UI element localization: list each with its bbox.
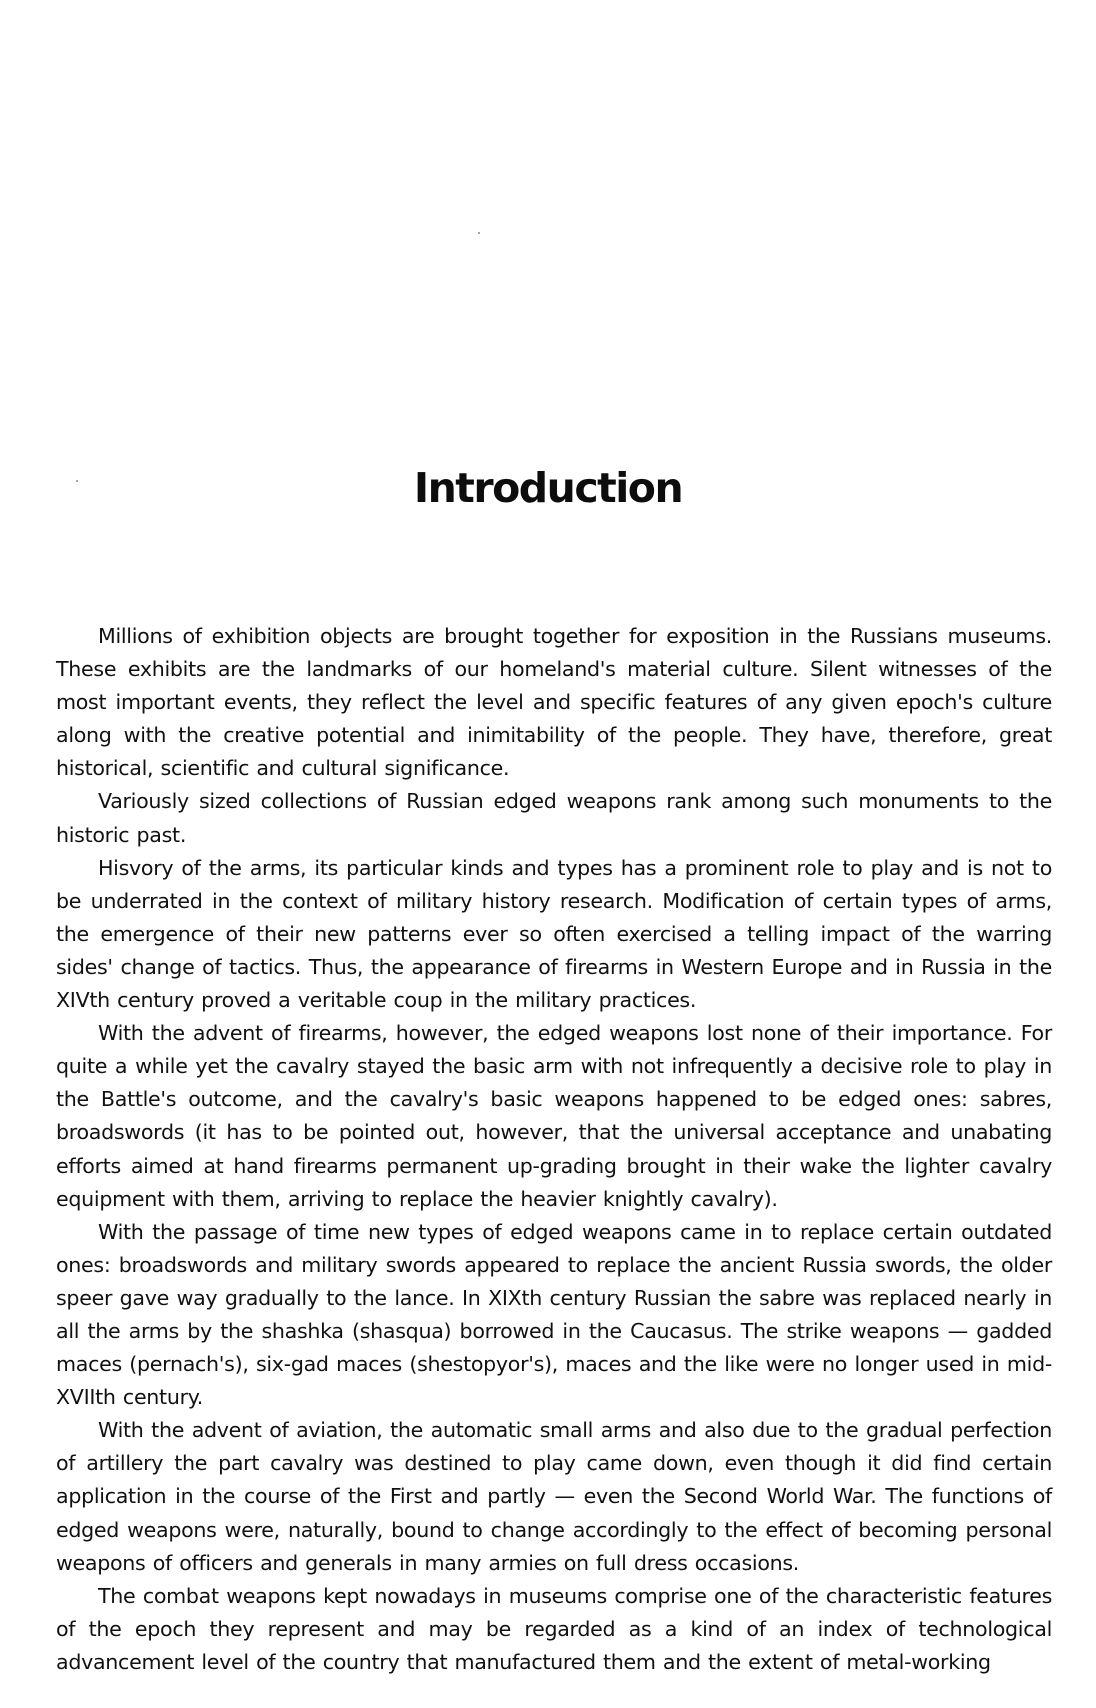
paragraph: The combat weapons kept nowadays in museums comprise one of the characteristic features of the epoch they represent and may be regarded as a kind of an index of technological advancement level of the country that manufactured them and the extent of metal-working <box>56 1583 1052 1674</box>
body-text <box>56 620 1052 1679</box>
scan-speck <box>478 232 480 234</box>
paragraph: Variously sized collections of Russian edged weapons rank among such monuments to the historic past. <box>56 789 1052 847</box>
paragraph: Hisvory of the arms, its particular kinds and types has a prominent role to play and is not to be underrated in the context of military history research. Modification of certain types of arms, the emergence of their new patterns ever so often exercised a telling impact of the warring sides' change of tactics. Thus, the appearance of firearms in Western Europe and in Russia in the XIVth century proved a veritable coup in the military practices. <box>56 855 1052 1013</box>
paragraph: With the advent of aviation, the automatic small arms and also due to the gradual perfection of artillery the part cavalry was destined to play came down, even though it did find certain application in the course of the First and partly — even the Second World War. The functions of edged weapons were, naturally, bound to change accordingly to the effect of becoming personal weapons of officers and generals in many armies on full dress occasions. <box>56 1418 1052 1575</box>
paragraph: With the advent of firearms, however, the edged weapons lost none of their importance. For quite a while yet the cavalry stayed the basic arm with not infrequently a decisive role to play in the Battle's outcome, and the cavalry's basic weapons happened to be edged ones: sabres, broadswords (it has to be pointed out, however, that the universal acceptance and unabating efforts aimed at hand firearms permanent up-grading brought in their wake the lighter cavalry equipment with them, arriving to replace the heavier knightly cavalry). <box>56 1021 1052 1211</box>
chapter-title: Introduction <box>413 464 683 512</box>
paragraph: Millions of exhibition objects are brought together for exposition in the Russians museums. These exhibits are the landmarks of our homeland's material culture. Silent witnesses of the most important events, they reflect the level and specific features of any given epoch's culture along with the creative potential and inimitability of the people. They have, therefore, great historical, scientific and cultural significance. <box>56 624 1052 781</box>
paragraph: With the passage of time new types of edged weapons came in to replace certain outdated ones: broadswords and military swords appeared to replace the ancient Russia swords, the older speer gave way gradually to the lance. In XIXth century Russian the sabre was replaced nearly in all the arms by the shashka (shasqua) borrowed in the Caucasus. The strike weapons — gadded maces (pernach's), six-gad maces (shestopyor's), maces and the like were no longer used in mid-XVIIth century. <box>56 1219 1052 1410</box>
